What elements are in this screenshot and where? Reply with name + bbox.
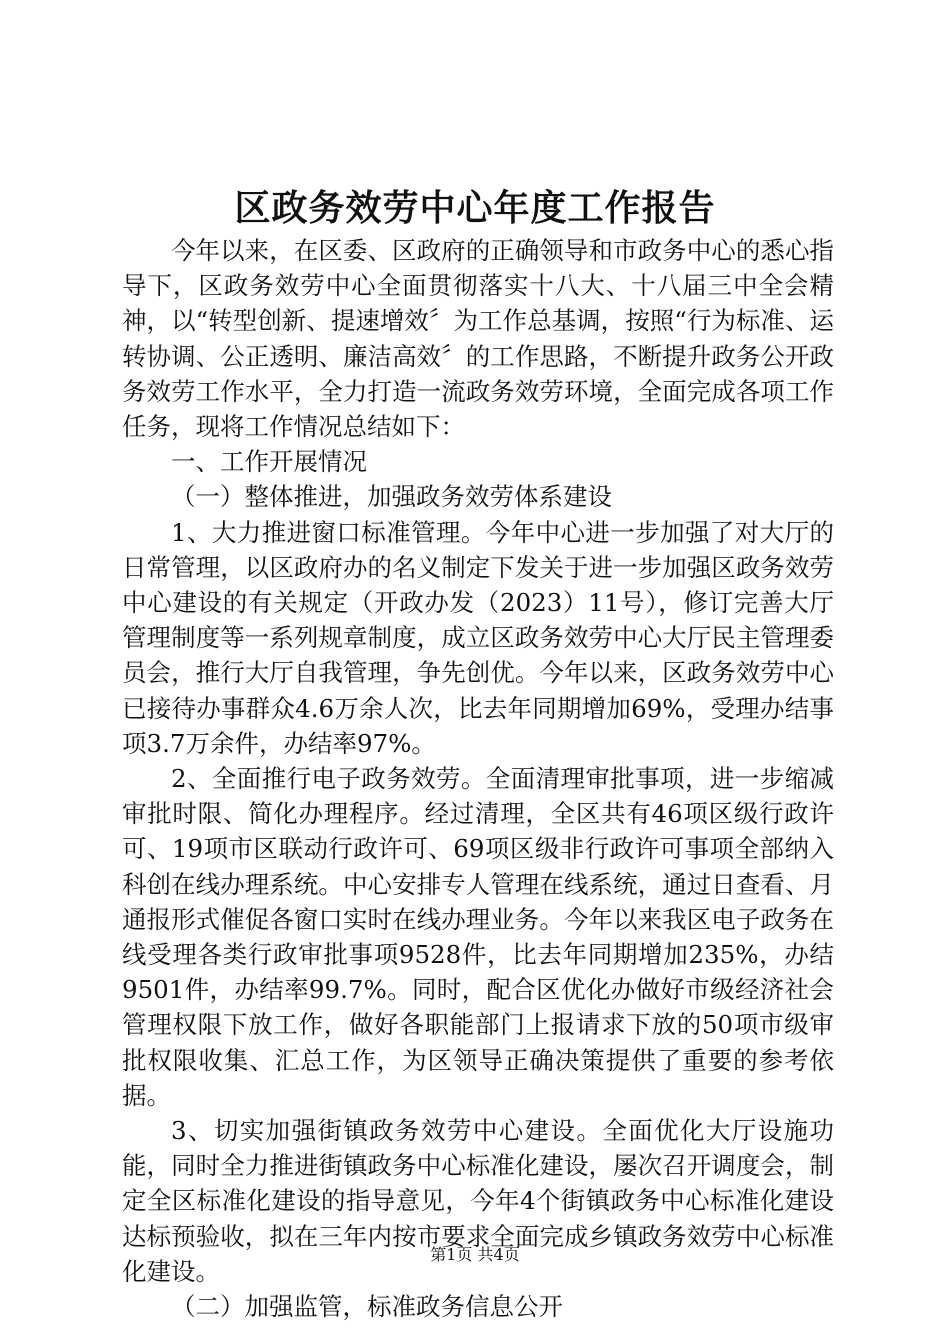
section-heading: 一、工作开展情况 [171,447,367,477]
document-body [122,233,834,1324]
intro-paragraph: 今年以来，在区委、区政府的正确领导和市政务中心的悉心指导下，区政务效劳中心全面贯彻落实十八大、十八届三中全会精神，以“转型创新、提速增效〞为工作总基调，按照“行为标准、运转协调、公正透明、廉洁高效〞的工作思路，不断提升政务公开政务效劳工作水平，全力打造一流政务效劳环境，全面完成各项工作任务，现将工作情况总结如下： [122,236,834,442]
subsection-heading-2: （二）加强监管，标准政务信息公开 [171,1292,563,1322]
item-paragraph-2: 2、全面推行电子政务效劳。全面清理审批事项，进一步缩减审批时限、简化办理程序。经过清理，全区共有46项区级行政许可、19项市区联动行政许可、69项区级非行政许可事项全部纳入科创在线办理系统。中心安排专人管理在线系统，通过日查看、月通报形式催促各窗口实时在线办理业务。今年以来我区电子政务在线受理各类行政审批事项9528件，比去年同期增加235%，办结9501件，办结率99.7%。同时，配合区优化办做好市级经济社会管理权限下放工作，做好各职能部门上报请求下放的50项市级审批权限收集、汇总工作，为区领导正确决策提供了重要的参考依据。 [122,764,834,1110]
item-paragraph-1: 1、大力推进窗口标准管理。今年中心进一步加强了对大厅的日常管理，以区政府办的名义制定下发关于进一步加强区政务效劳中心建设的有关规定（开政办发（2023）11号），修订完善大厅管理制度等一系列规章制度，成立区政务效劳中心大厅民主管理委员会，推行大厅自我管理，争先创优。今年以来，区政务效劳中心已接待办事群众4.6万余人次，比去年同期增加69%，受理办结事项3.7万余件，办结率97%。 [122,517,834,758]
document-title: 区政务效劳中心年度工作报告 [234,187,716,229]
subsection-heading: （一）整体推进，加强政务效劳体系建设 [171,482,612,512]
page-footer: 第1页 共4页 [430,1245,520,1264]
item-paragraph-3: 3、切实加强街镇政务效劳中心建设。全面优化大厅设施功能，同时全力推进街镇政务中心标准化建设，屡次召开调度会，制定全区标准化建设的指导意见，今年4个街镇政务中心标准化建设达标预验收，拟在三年内按市要求全面完成乡镇政务效劳中心标准化建设。 [122,1116,834,1286]
